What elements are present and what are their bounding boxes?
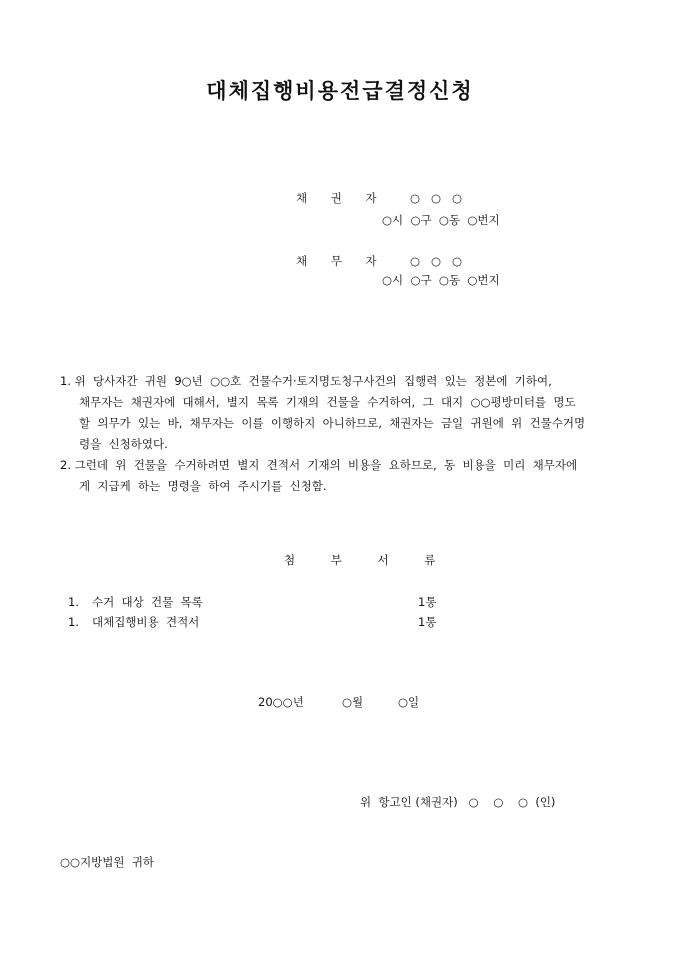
signature-line: 위 항고인 (채권자) ○ ○ ○ (인) bbox=[360, 795, 556, 809]
paragraph-2-number: 2. bbox=[60, 458, 71, 472]
attachment-2-name: 대체집행비용 견적서 bbox=[92, 615, 200, 629]
paragraph-1-line-1: 1. 위 당사자간 귀원 9○년 ○○호 건물수거·토지명도청구사건의 집행력 있는 정본에 기하여, bbox=[60, 374, 552, 388]
attachment-1-number: 1. bbox=[68, 595, 79, 609]
paragraph-1-line-2: 채무자는 채권자에 대해서, 별지 목록 기재의 건물을 수거하여, 그 대지 ○○평방미터를 명도 bbox=[79, 395, 576, 409]
date-year: 20○○년 bbox=[258, 695, 304, 709]
body-paragraphs bbox=[60, 371, 626, 497]
creditor-label: 채 권 자 bbox=[296, 191, 387, 205]
debtor-address: ○시 ○구 ○동 ○번지 bbox=[382, 273, 500, 287]
addressee: ○○지방법원 귀하 bbox=[60, 855, 155, 869]
attachment-1-count: 1통 bbox=[418, 595, 437, 609]
paragraph-1-number: 1. bbox=[60, 374, 71, 388]
creditor-address: ○시 ○구 ○동 ○번지 bbox=[382, 213, 500, 227]
attachment-2-count: 1통 bbox=[418, 615, 437, 629]
date-month: ○월 bbox=[342, 695, 364, 709]
attachment-2-number: 1. bbox=[68, 615, 79, 629]
attachments-heading: 첨 부 서 류 bbox=[284, 553, 452, 567]
paragraph-1-line-3: 할 의무가 있는 바, 채무자는 이를 이행하지 아니하므로, 채권자는 금일 귀원에 위 건물수거명 bbox=[79, 416, 586, 430]
debtor-label: 채 무 자 bbox=[296, 254, 387, 268]
document-title: 대체집행비용전급결정신청 bbox=[206, 78, 474, 103]
creditor-name: ○ ○ ○ bbox=[410, 191, 463, 205]
date-day: ○일 bbox=[398, 695, 420, 709]
debtor-name: ○ ○ ○ bbox=[410, 254, 463, 268]
paragraph-2-line-2: 게 지급케 하는 명령을 하여 주시기를 신청함. bbox=[79, 479, 327, 493]
paragraph-1-line-4: 령을 신청하였다. bbox=[79, 437, 168, 451]
attachment-1-name: 수거 대상 건물 목록 bbox=[92, 595, 203, 609]
paragraph-2-line-1: 2. 그런데 위 건물을 수거하려면 별지 견적서 기재의 비용을 요하므로, 동 비용을 미리 채무자에 bbox=[60, 458, 578, 472]
